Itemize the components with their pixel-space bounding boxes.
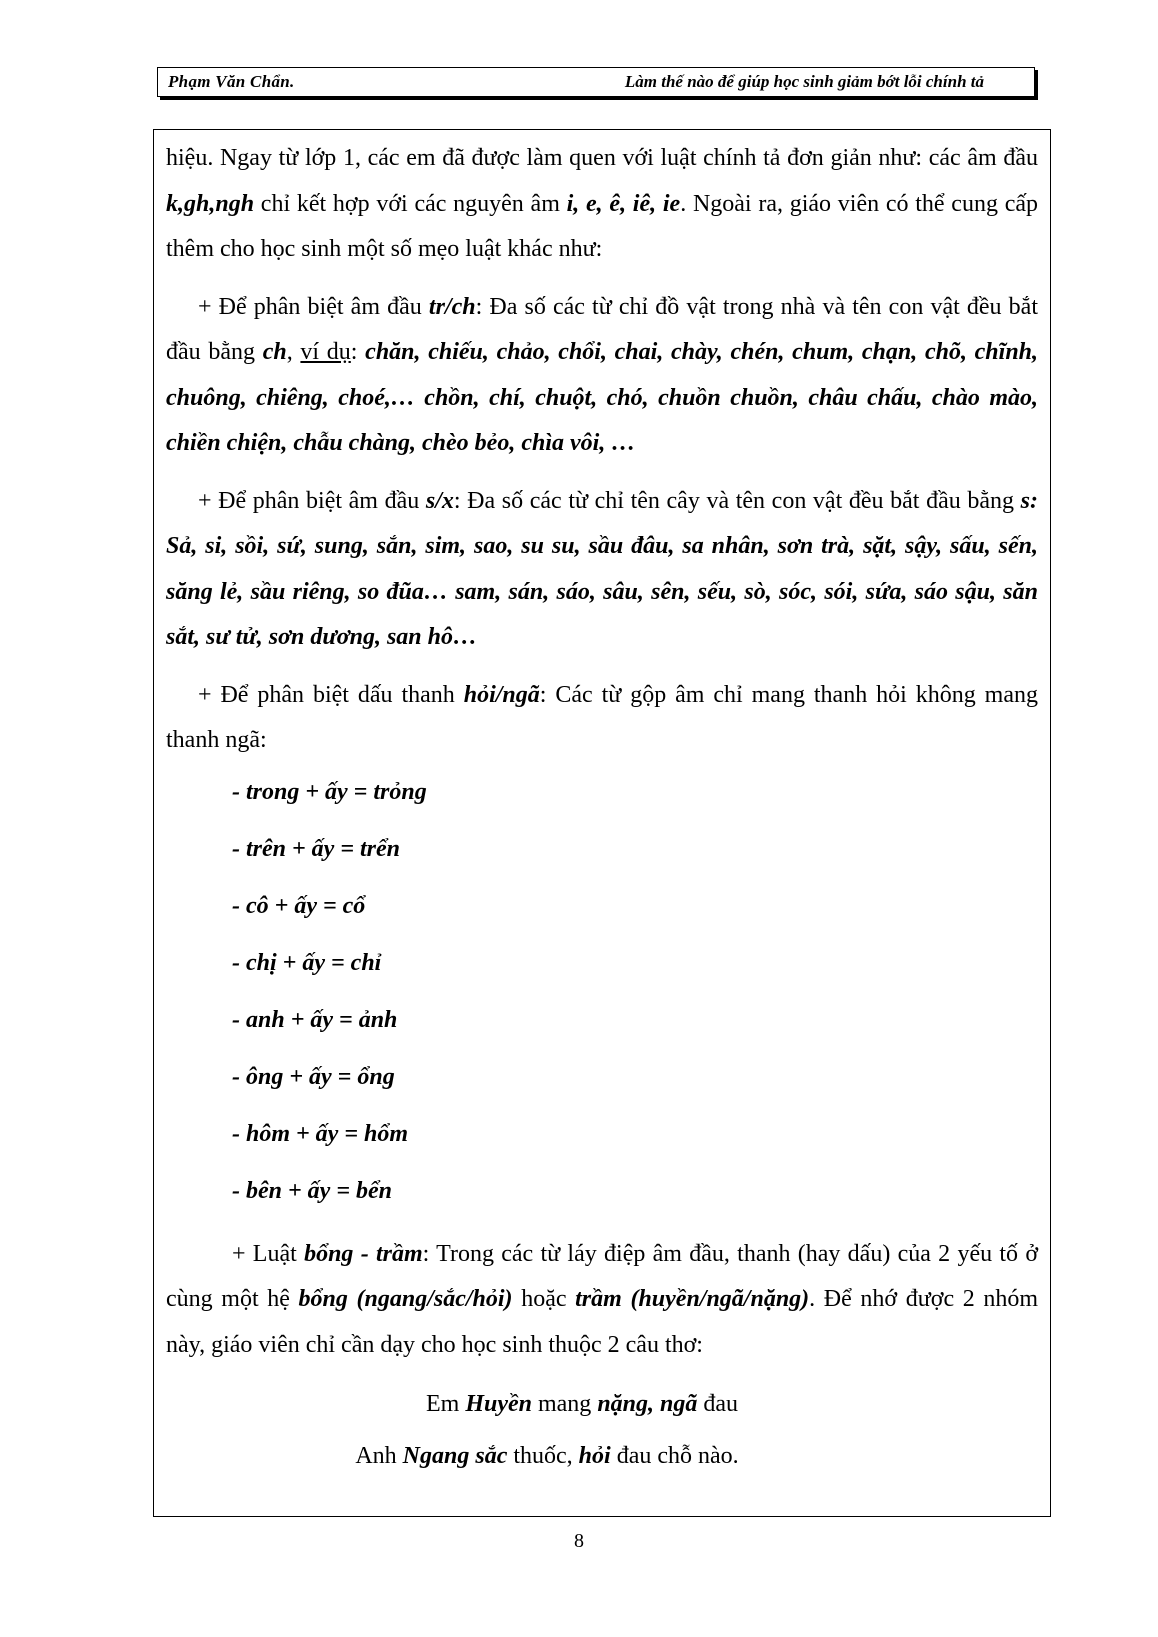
- text-run: Anh: [355, 1442, 403, 1469]
- text-run: + Để phân biệt âm đầu: [198, 487, 426, 514]
- rule-item: - bên + ấy = bển: [232, 1177, 392, 1204]
- paragraph-bong-tram: [166, 1232, 1038, 1369]
- text-run: hoặc: [512, 1286, 576, 1312]
- poem-line-1: [166, 1382, 1038, 1428]
- header-author: Phạm Văn Chẩn.: [168, 72, 295, 91]
- example-words: chăn, chiếu, chảo, chổi, chai, chày, chén, chum, chạn, chõ, chĩnh, chuông, chiêng, choé,… chồn, chí, chuột, chó, chuồn chuồn, châu chấu, chào mào, chiền chiện, chẫu chàng, chèo bẻo, chìa vôi, …: [166, 339, 1039, 456]
- paragraph-tr-ch: [166, 285, 1038, 467]
- text-run: : Trong các từ láy điệp âm đầu, thanh (hay dấu) của 2 yếu tố ở cùng một hệ: [166, 1240, 1039, 1312]
- text-run: mang: [531, 1391, 598, 1417]
- text-run: : Đa số các từ chỉ đồ vật trong nhà và tên con vật đều bắt đầu bằng: [166, 293, 1038, 365]
- underlined-text: ví dụ: [300, 339, 351, 365]
- rule-item: - hôm + ấy = hổm: [232, 1120, 409, 1147]
- text-run: đau chỗ nào.: [610, 1442, 739, 1469]
- poem-line-2: [166, 1434, 1038, 1480]
- emphasis-text: bổng - trầm: [304, 1240, 423, 1267]
- text-run: Em: [425, 1391, 466, 1417]
- text-run: : Các từ gộp âm chỉ mang thanh hỏi không mang thanh ngã:: [166, 681, 1038, 753]
- text-run: đau: [697, 1391, 739, 1417]
- emphasis-text: hỏi/ngã: [463, 681, 540, 708]
- emphasis-text: Ngang sắc: [402, 1442, 508, 1469]
- emphasis-text: ch: [262, 339, 287, 365]
- rule-item: - cô + ấy = cổ: [232, 892, 366, 919]
- emphasis-text: hỏi: [578, 1442, 611, 1469]
- emphasis-text: k,gh,ngh: [166, 190, 255, 217]
- rule-item: - chị + ấy = chỉ: [232, 949, 382, 976]
- page-header: [157, 67, 1035, 97]
- text-run: hiệu. Ngay từ lớp 1, các em đã được làm quen với luật chính tả đơn giản như: các âm đầu: [166, 145, 1038, 171]
- text-run: . Để nhớ được 2 nhóm này, giáo viên chỉ cần dạy cho học sinh thuộc 2 câu thơ:: [166, 1286, 1039, 1358]
- header-title: Làm thế nào để giúp học sinh giảm bớt lỗi chính tả: [624, 72, 984, 91]
- text-run: chỉ kết hợp với các nguyên âm: [254, 190, 567, 217]
- text-run: :: [350, 339, 366, 365]
- text-run: : Đa số các từ chỉ tên cây và tên con vật đều bắt đầu bằng: [453, 487, 1021, 514]
- example-words: s: Sả, si, sồi, sứ, sung, sắn, sim, sao, su su, sầu đâu, sa nhân, sơn trà, sặt, sậy, sấu, sến, săng lẻ, sầu riêng, so đũa… sam, sán, sáo, sâu, sên, sếu, sò, sóc, sói, sứa, sáo sậu, săn sắt, sư tử, sơn dương, san hô…: [166, 487, 1038, 650]
- paragraph-hoi-nga: [166, 673, 1038, 764]
- paragraph-s-x: [166, 479, 1038, 661]
- text-run: thuốc,: [507, 1442, 579, 1469]
- emphasis-text: tr/ch: [428, 293, 476, 320]
- page-number: 8: [574, 1530, 584, 1552]
- rule-item: - ông + ấy = ổng: [232, 1063, 395, 1090]
- rule-item: - trong + ấy = trỏng: [232, 778, 427, 805]
- text-run: . Ngoài ra, giáo viên có thể cung cấp thêm cho học sinh một số mẹo luật khác như:: [166, 190, 1039, 262]
- text-run: + Để phân biệt dấu thanh: [198, 681, 464, 708]
- emphasis-text: nặng, ngã: [597, 1391, 698, 1417]
- emphasis-text: bổng (ngang/sắc/hỏi): [298, 1286, 513, 1312]
- text-run: ,: [286, 339, 301, 365]
- rule-item: - trên + ấy = trển: [232, 835, 401, 862]
- emphasis-text: s/x: [425, 487, 454, 514]
- rule-item: - anh + ấy = ảnh: [232, 1006, 398, 1033]
- paragraph-intro: [166, 136, 1038, 273]
- emphasis-text: Huyền: [465, 1391, 532, 1417]
- text-run: + Để phân biệt âm đầu: [198, 293, 429, 320]
- emphasis-text: trầm (huyền/ngã/nặng): [575, 1286, 810, 1312]
- emphasis-text: i, e, ê, iê, ie: [566, 190, 681, 217]
- text-run: + Luật: [232, 1240, 305, 1267]
- content-box: [153, 129, 1051, 1517]
